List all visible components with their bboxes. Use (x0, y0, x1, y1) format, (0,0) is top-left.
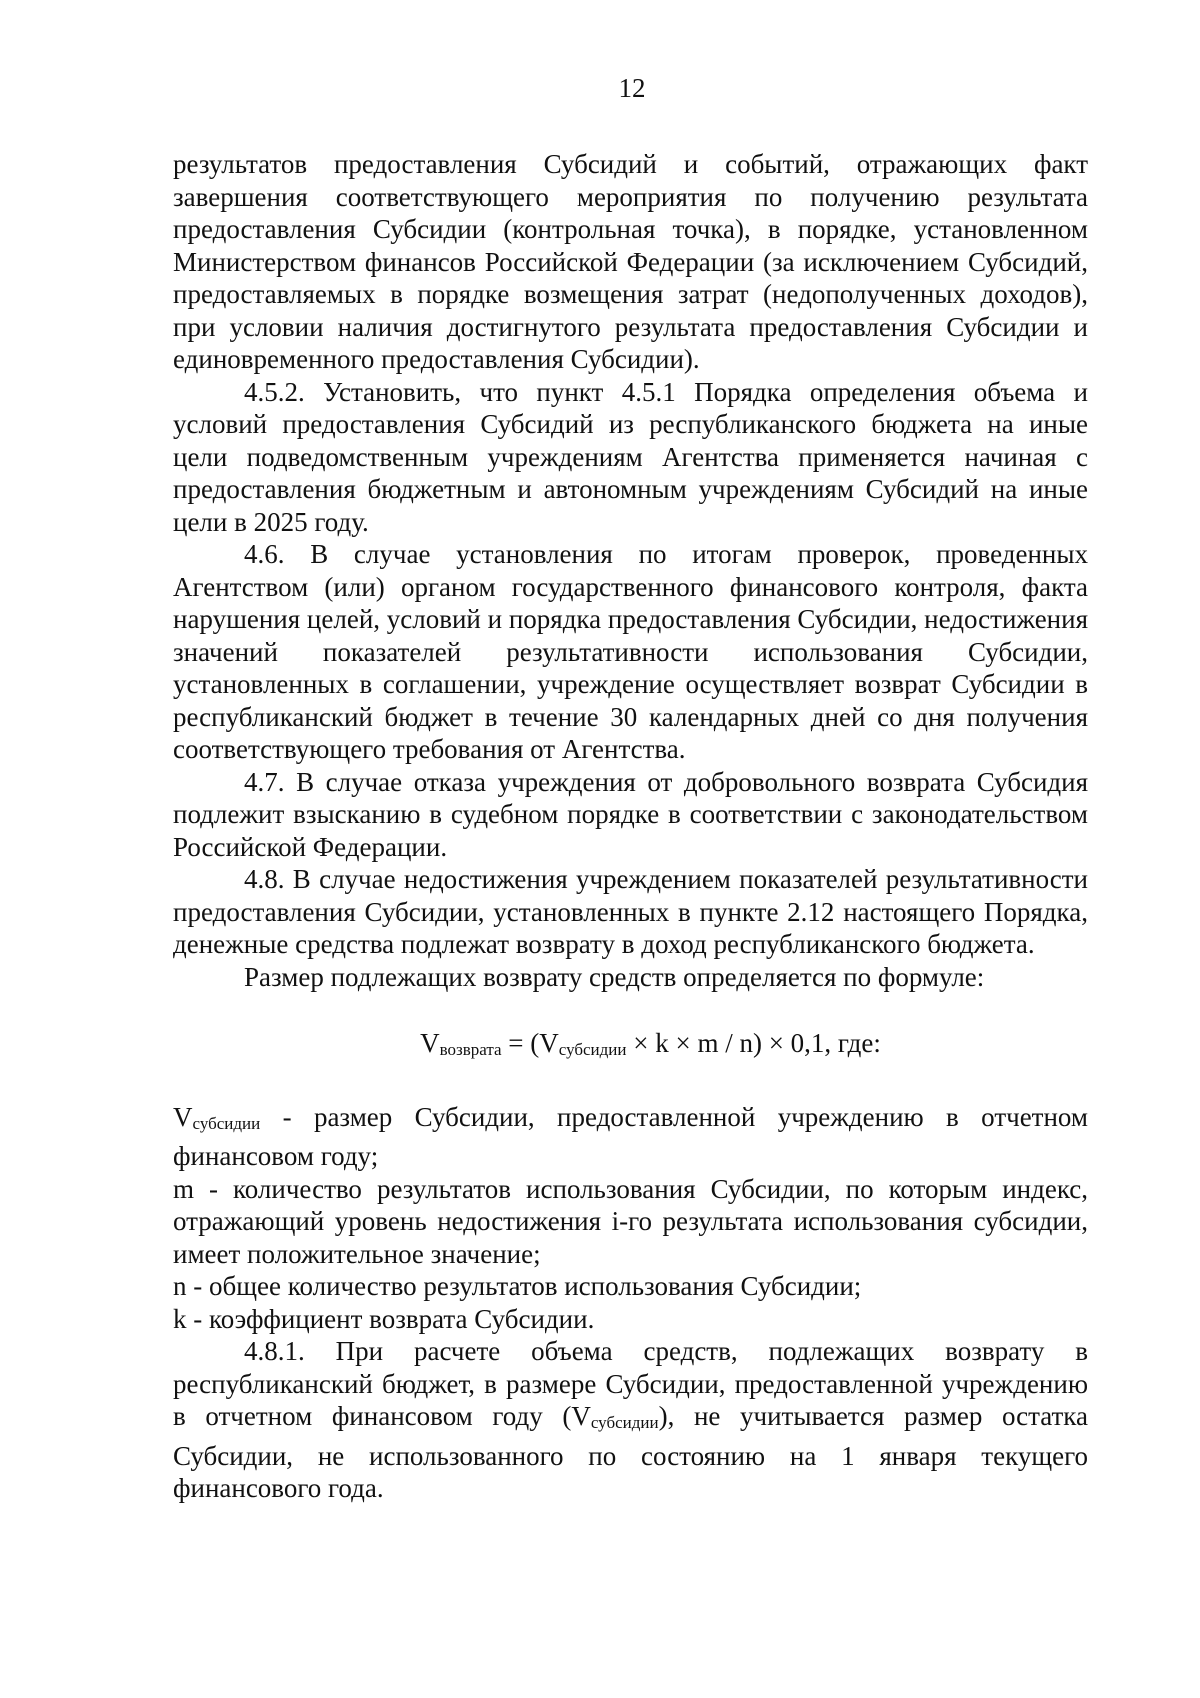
formula-tail: × k × m / n) × 0,1, где: (626, 1028, 881, 1058)
definition-k: k - коэффициент возврата Субсидии. (173, 1303, 595, 1334)
formula-middle: = (V (501, 1028, 559, 1058)
paragraph-4-5-2: 4.5.2. Установить, что пункт 4.5.1 Порядка определения объема и условий предоставления Субсидий из республиканского бюджета на иные цели подведомственным учреждениям Агентства применяется начиная с предоставления бюджетным и автономным учреждениям Субсидий на иные цели в 2025 году. (173, 376, 1088, 537)
definition-v-symbol: V (173, 1101, 193, 1132)
paragraph-4-8: 4.8. В случае недостижения учреждением показателей результативности предоставления Субсидии, установленных в пункте 2.12 настоящего Порядка, денежные средства подлежат возврату в доход республиканского бюджета. (173, 864, 1088, 959)
page-number: 12 (618, 73, 646, 103)
definition-m: m - количество результатов использования Субсидии, по которым индекс, отражающий уровень недостижения i-го результата использования субсидии, имеет положительное значение; (173, 1173, 1088, 1269)
formula-sub-return: возврата (439, 1040, 502, 1059)
paragraph-continuation: результатов предоставления Субсидий и событий, отражающих факт завершения соответствующего мероприятия по получению результата предоставления Субсидии (контрольная точка), в порядке, установленном Министерством финансов Российской Федерации (за исключением Субсидий, предоставляемых в порядке возмещения затрат (недополученных доходов), при условии наличия достигнутого результата предоставления Субсидии и единовременного предоставления Субсидии). (173, 149, 1088, 374)
paragraph-4-8-1-before: 4.8.1. При расчете объема средств, подлежащих возврату в республиканский бюджет, в размере Субсидии, предоставленной учреждению в отчетном финансовом году (V (173, 1336, 1088, 1431)
paragraph-4-6: 4.6. В случае установления по итогам проверок, проведенных Агентством (или) органом государственного финансового контроля, факта нарушения целей, условий и порядка предоставления Субсидии, недостижения значений показателей результативности использования Субсидии, установленных в соглашении, учреждение осуществляет возврат Субсидии в республиканский бюджет в течение 30 календарных дней со дня получения соответствующего требования от Агентства. (173, 539, 1088, 764)
paragraph-4-8-1-sub: субсидии (590, 1413, 659, 1432)
paragraph-4-8-1 (173, 1335, 1088, 1505)
return-formula (173, 1027, 1088, 1067)
definition-n: n - общее количество результатов использования Субсидии; (173, 1271, 862, 1301)
formula-v: V (420, 1028, 440, 1058)
definition-v-sub: субсидии (192, 1113, 261, 1133)
paragraph-formula-intro: Размер подлежащих возврату средств определяется по формуле: (244, 961, 985, 992)
paragraph-4-7: 4.7. В случае отказа учреждения от добровольного возврата Субсидия подлежит взысканию в судебном порядке в соответствии с законодательством Российской Федерации. (173, 766, 1088, 862)
formula-sub-subsidy: субсидии (558, 1040, 627, 1059)
definition-v-text: - размер Субсидии, предоставленной учреждению в отчетном финансовом году; (173, 1101, 1088, 1171)
definition-v (173, 1101, 1088, 1173)
paragraph-4-8-1-after: ), не учитывается размер остатка Субсидии, не использованного по состоянию на 1 января текущего финансового года. (173, 1401, 1089, 1503)
document-body (173, 148, 1088, 1505)
